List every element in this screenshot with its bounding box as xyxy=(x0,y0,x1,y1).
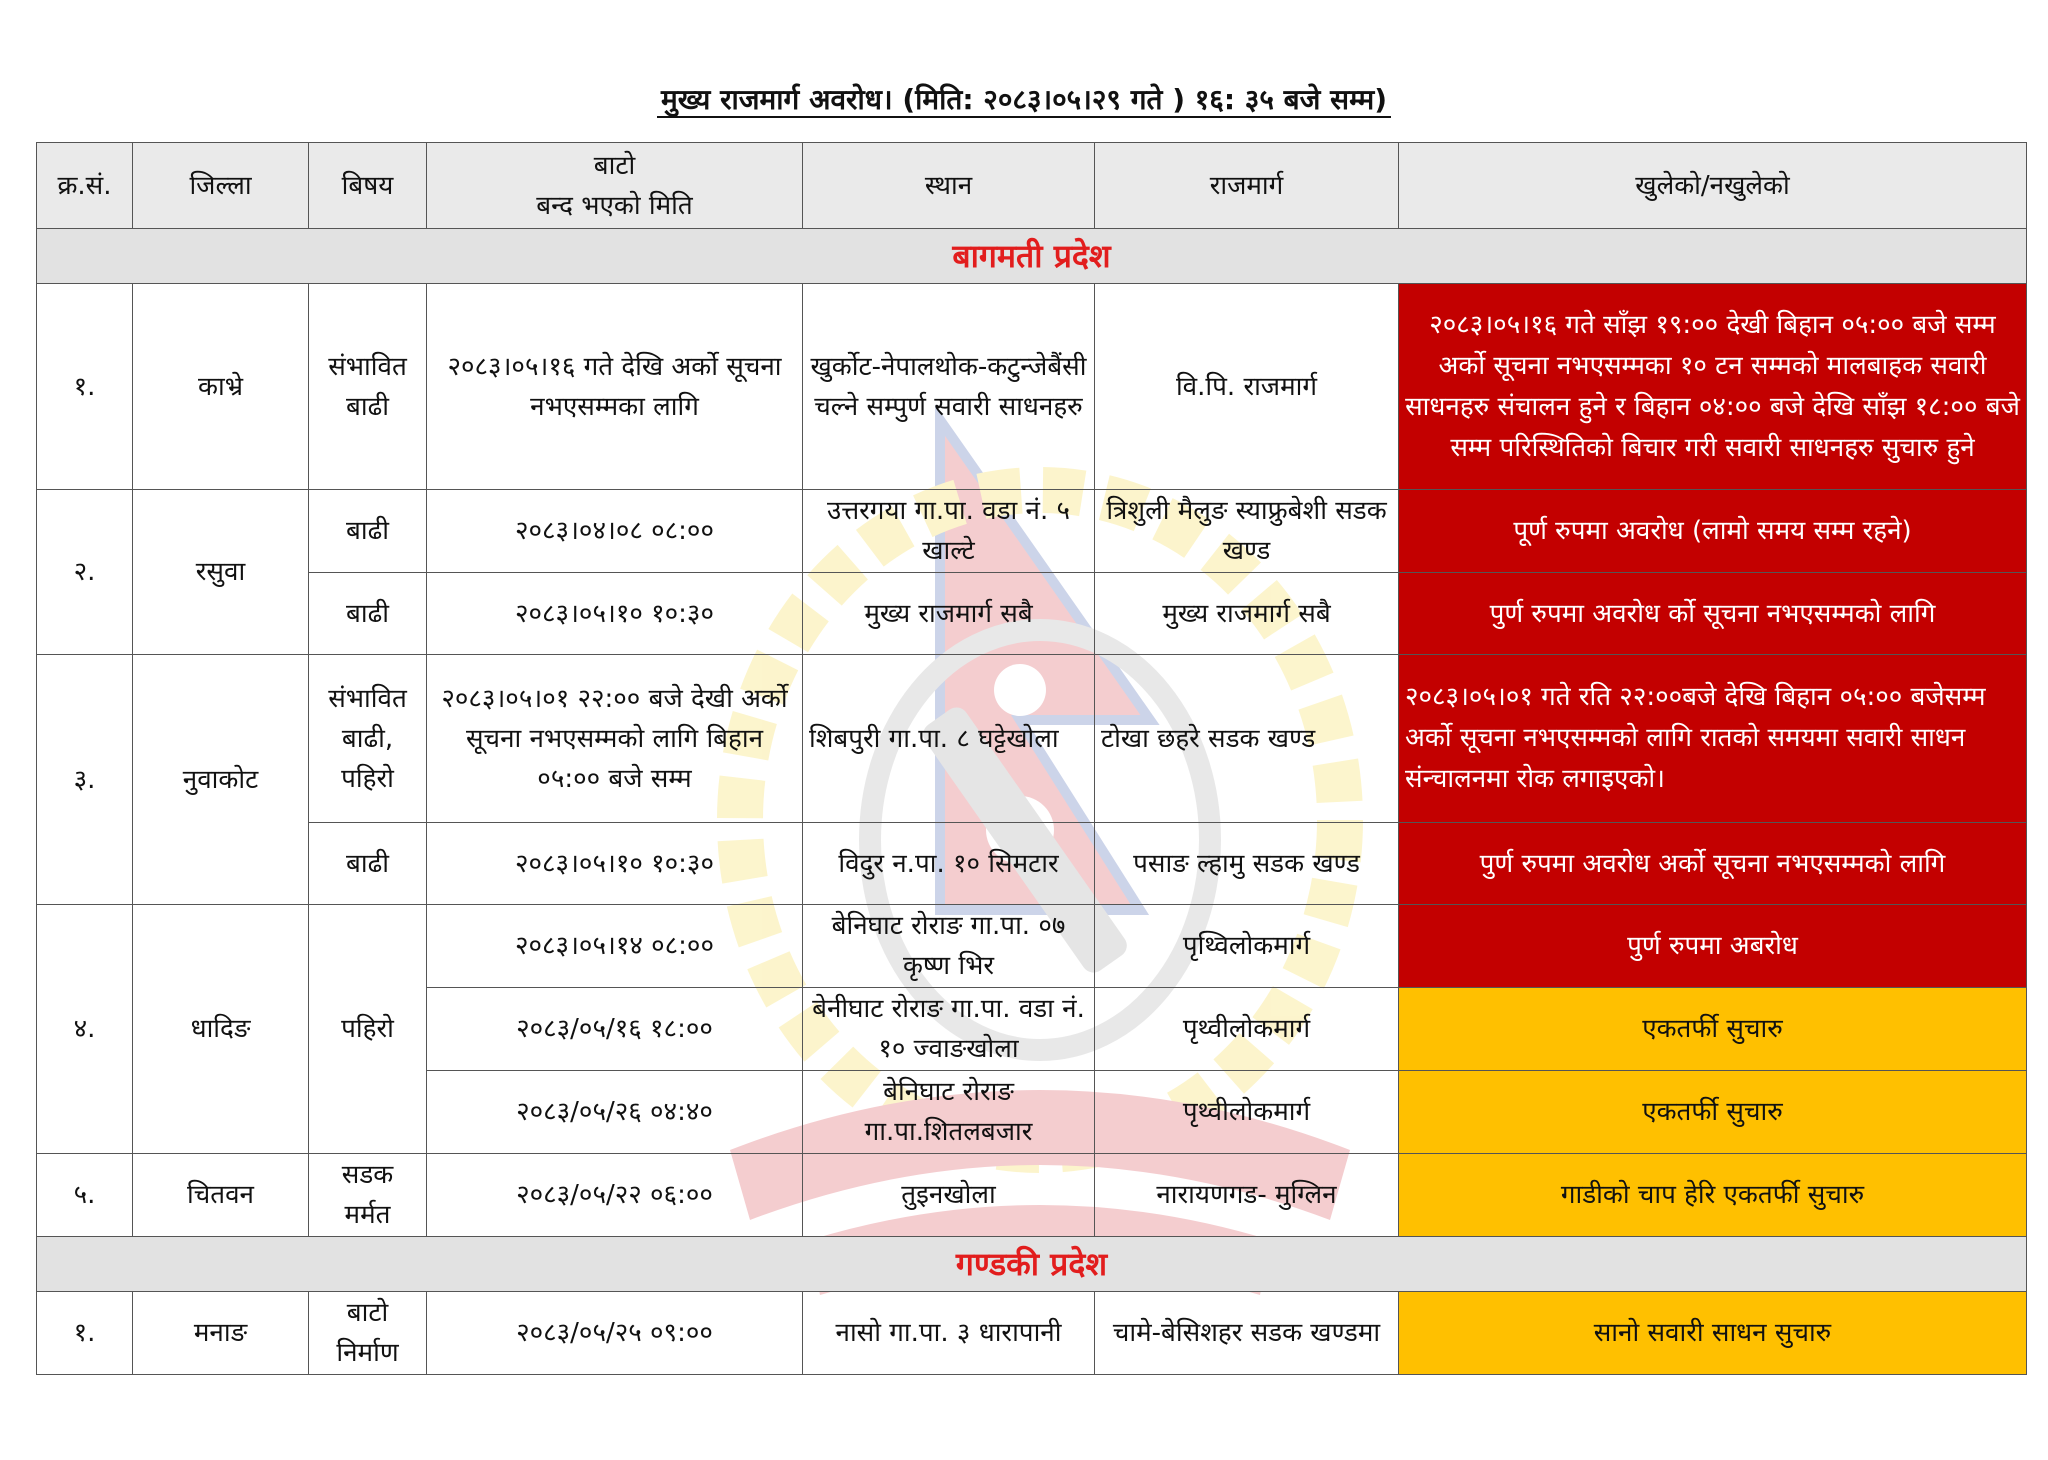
cell-highway: पृथ्विलोकमार्ग xyxy=(1095,905,1399,988)
header-closure-date-line1: बाटो xyxy=(593,150,636,181)
cell-location: खुर्कोट-नेपालथोक-कटुन्जेबैंसी चल्ने सम्पुर्ण सवारी साधनहरु xyxy=(803,284,1095,490)
cell-location: तुइनखोला xyxy=(803,1154,1095,1237)
table-row xyxy=(37,823,2027,905)
cell-highway: पसाङ ल्हामु सडक खण्ड xyxy=(1095,823,1399,905)
header-district: जिल्ला xyxy=(133,143,309,229)
cell-district: धादिङ xyxy=(133,905,309,1154)
cell-subject: बाटो निर्माण xyxy=(309,1292,427,1375)
cell-status: पुर्ण रुपमा अवरोध अर्को सूचना नभएसम्मको लागि xyxy=(1399,823,2027,905)
cell-highway: टोखा छहरे सडक खण्ड xyxy=(1095,655,1399,823)
table-header-row xyxy=(37,143,2027,229)
cell-district: काभ्रे xyxy=(133,284,309,490)
cell-closure-date: २०८३/०५/२२ ०६:०० xyxy=(427,1154,803,1237)
cell-status: गाडीको चाप हेरि एकतर्फी सुचारु xyxy=(1399,1154,2027,1237)
cell-closure-date: २०८३/०५/१६ १८:०० xyxy=(427,988,803,1071)
cell-serial: २. xyxy=(37,490,133,655)
cell-highway: त्रिशुली मैलुङ स्याफ्रुबेशी सडक खण्ड xyxy=(1095,490,1399,573)
cell-subject: बाढी xyxy=(309,823,427,905)
cell-closure-date: २०८३।०५।०१ २२:०० बजे देखी अर्को सूचना नभएसम्मको लागि बिहान ०५:०० बजे सम्म xyxy=(427,655,803,823)
cell-status: एकतर्फी सुचारु xyxy=(1399,988,2027,1071)
cell-district: चितवन xyxy=(133,1154,309,1237)
cell-subject: बाढी xyxy=(309,490,427,573)
cell-status: एकतर्फी सुचारु xyxy=(1399,1071,2027,1154)
cell-serial: १. xyxy=(37,284,133,490)
cell-subject: बाढी xyxy=(309,573,427,655)
cell-closure-date: २०८३।०५।१० १०:३० xyxy=(427,823,803,905)
cell-status: २०८३।०५।०१ गते रति २२:००बजे देखि बिहान ०५:०० बजेसम्म अर्को सूचना नभएसम्मको लागि रातको समयमा सवारी साधन संन्चालनमा रोक लगाइएको। xyxy=(1399,655,2027,823)
province-heading: गण्डकी प्रदेश xyxy=(37,1237,2027,1292)
cell-subject: संभावित बाढी xyxy=(309,284,427,490)
cell-highway: नारायणगड- मुग्लिन xyxy=(1095,1154,1399,1237)
cell-serial: ४. xyxy=(37,905,133,1154)
table-row xyxy=(37,905,2027,988)
cell-district: नुवाकोट xyxy=(133,655,309,905)
cell-location: मुख्य राजमार्ग सबै xyxy=(803,573,1095,655)
table-row xyxy=(37,284,2027,490)
cell-status: सानो सवारी साधन सुचारु xyxy=(1399,1292,2027,1375)
table-row xyxy=(37,1292,2027,1375)
table-row xyxy=(37,573,2027,655)
cell-closure-date: २०८३/०५/२५ ०९:०० xyxy=(427,1292,803,1375)
cell-location: बेनिघाट रोराङ गा.पा.शितलबजार xyxy=(803,1071,1095,1154)
cell-subject: पहिरो xyxy=(309,905,427,1154)
document-title xyxy=(0,78,2048,122)
cell-serial: ३. xyxy=(37,655,133,905)
cell-highway: मुख्य राजमार्ग सबै xyxy=(1095,573,1399,655)
header-serial: क्र.सं. xyxy=(37,143,133,229)
cell-location: शिबपुरी गा.पा. ८ घट्टेखोला xyxy=(803,655,1095,823)
cell-closure-date: २०८३।०४।०८ ०८:०० xyxy=(427,490,803,573)
province-heading: बागमती प्रदेश xyxy=(37,229,2027,284)
cell-location: बेनिघाट रोराङ गा.पा. ०७ कृष्ण भिर xyxy=(803,905,1095,988)
cell-district: मनाङ xyxy=(133,1292,309,1375)
cell-status: २०८३।०५।१६ गते साँझ १९:०० देखी बिहान ०५:०० बजे सम्म अर्को सूचना नभएसम्मका १० टन सम्मको मालबाहक सवारी साधनहरु संचालन हुने र बिहान ०४:०० बजे देखि साँझ १८:०० बजे सम्म परिस्थितिको बिचार गरी सवारी साधनहरु सुचारु हुने xyxy=(1399,284,2027,490)
cell-location: नासो गा.पा. ३ धारापानी xyxy=(803,1292,1095,1375)
cell-closure-date: २०८३/०५/२६ ०४:४० xyxy=(427,1071,803,1154)
cell-highway: वि.पि. राजमार्ग xyxy=(1095,284,1399,490)
header-status: खुलेको/नखुलेको xyxy=(1399,143,2027,229)
header-location: स्थान xyxy=(803,143,1095,229)
cell-status: पुर्ण रुपमा अवरोध र्को सूचना नभएसम्मको लागि xyxy=(1399,573,2027,655)
cell-location: विदुर न.पा. १० सिमटार xyxy=(803,823,1095,905)
cell-district: रसुवा xyxy=(133,490,309,655)
cell-location: उत्तरगया गा.पा. वडा नं. ५ खाल्टे xyxy=(803,490,1095,573)
cell-status: पुर्ण रुपमा अबरोध xyxy=(1399,905,2027,988)
cell-closure-date: २०८३।०५।१४ ०८:०० xyxy=(427,905,803,988)
cell-subject: संभावित बाढी, पहिरो xyxy=(309,655,427,823)
cell-status: पूर्ण रुपमा अवरोध (लामो समय सम्म रहने) xyxy=(1399,490,2027,573)
cell-serial: ५. xyxy=(37,1154,133,1237)
province-row-bagmati xyxy=(37,229,2027,284)
header-closure-date xyxy=(427,143,803,229)
cell-closure-date: २०८३।०५।१६ गते देखि अर्को सूचना नभएसम्मका लागि xyxy=(427,284,803,490)
table-row xyxy=(37,490,2027,573)
table-row xyxy=(37,1154,2027,1237)
cell-highway: पृथ्वीलोकमार्ग xyxy=(1095,988,1399,1071)
cell-location: बेनीघाट रोराङ गा.पा. वडा नं. १० ज्वाङखोला xyxy=(803,988,1095,1071)
cell-highway: चामे-बेसिशहर सडक खण्डमा xyxy=(1095,1292,1399,1375)
header-closure-date-line2: बन्द भएको मिति xyxy=(536,190,693,221)
header-subject: बिषय xyxy=(309,143,427,229)
cell-subject: सडक मर्मत xyxy=(309,1154,427,1237)
cell-highway: पृथ्वीलोकमार्ग xyxy=(1095,1071,1399,1154)
header-highway: राजमार्ग xyxy=(1095,143,1399,229)
highway-obstruction-table xyxy=(36,142,2027,1375)
cell-closure-date: २०८३।०५।१० १०:३० xyxy=(427,573,803,655)
document-title-text: मुख्य राजमार्ग अवरोध। (मिति: २०८३।०५।२९ गते ) १६: ३५ बजे सम्म) xyxy=(657,83,1391,118)
cell-serial: १. xyxy=(37,1292,133,1375)
table-row xyxy=(37,655,2027,823)
province-row-gandaki xyxy=(37,1237,2027,1292)
